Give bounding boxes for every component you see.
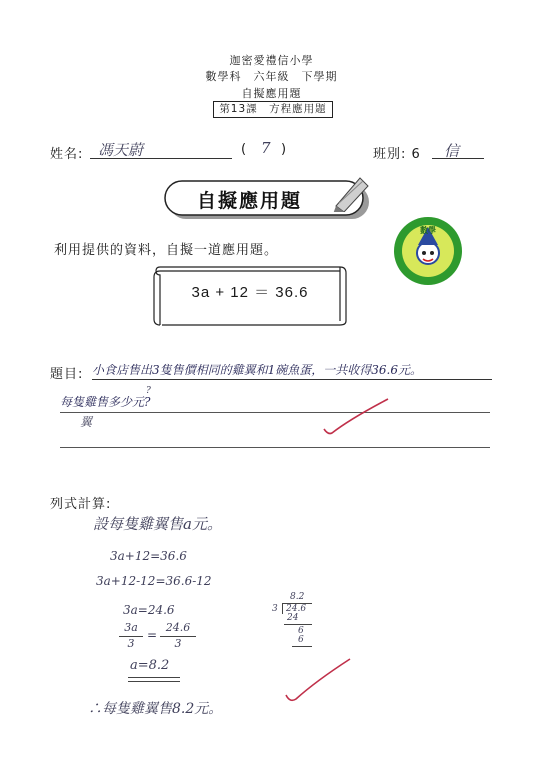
number-close: ) (281, 142, 288, 157)
let-statement: 設每隻雞翼售a元。 (93, 515, 222, 533)
division-divisor: 3 (272, 604, 278, 614)
working-label: 列式計算: (50, 497, 112, 512)
division-dividend: 24.6 (286, 604, 307, 614)
fraction-rhs-denominator: 3 (174, 637, 182, 650)
insert-caret: ? (146, 386, 151, 396)
fraction-equals: = (147, 628, 158, 642)
name-value: 馮天蔚 (98, 141, 144, 159)
question-line1: 小食店售出3隻售價相同的雞翼和1碗魚蛋，一共收得36.6元。 (92, 363, 422, 377)
number-open: ( (241, 142, 248, 157)
step-3: 3a=24.6 (123, 603, 175, 617)
instruction-text: 利用提供的資料，自擬一道應用題。 (54, 243, 279, 258)
step-5-underline-1 (128, 677, 180, 678)
subject-line: 數學科 六年級 下學期 (205, 70, 338, 83)
check-mark-icon (320, 395, 392, 443)
step-1: 3a+12=36.6 (110, 549, 187, 563)
fraction-lhs-numerator: 3a (124, 621, 138, 634)
division-line-1 (284, 624, 312, 625)
school-name: 迦密愛禮信小學 (229, 54, 314, 67)
check-mark-icon (282, 655, 354, 707)
step-2: 3a+12-12=36.6-12 (96, 574, 212, 588)
division-row-3: 6 (298, 635, 304, 645)
division-bracket-side (282, 603, 283, 614)
unit-title: 自擬應用題 (241, 87, 302, 100)
division-quotient: 8.2 (290, 592, 305, 602)
fraction-rhs-numerator: 24.6 (165, 621, 191, 634)
division-line-2 (292, 646, 312, 647)
badge-text: 數學 (420, 226, 436, 235)
answer-line-2 (60, 447, 490, 448)
lesson-box: 第13課 方程應用題 (213, 101, 333, 118)
division-row-2: 6 (298, 626, 304, 636)
pencil-icon (330, 172, 372, 212)
answer-line-1 (60, 412, 490, 413)
class-label: 班別: 6 (373, 147, 421, 162)
banner-title: 自擬應用題 (197, 190, 303, 212)
class-value: 信 (444, 142, 460, 160)
name-underline (90, 158, 232, 159)
question-line1-underline (92, 379, 492, 380)
step-5: a=8.2 (130, 658, 170, 673)
division-row-1: 24 (287, 613, 299, 623)
step-5-underline-2 (128, 681, 180, 682)
question-line2: 每隻雞售多少元? (60, 395, 151, 409)
given-equation: 3a + 12 ＝ 36.6 (191, 284, 309, 301)
class-underline (432, 158, 484, 159)
final-answer: ∴每隻雞翼售8.2元。 (88, 701, 223, 717)
insert-mark: 翼 (80, 415, 93, 429)
number-value: 7 (261, 139, 271, 157)
fraction-lhs-denominator: 3 (127, 637, 135, 650)
name-label: 姓名: (50, 147, 84, 162)
question-label: 題目: (50, 367, 84, 382)
